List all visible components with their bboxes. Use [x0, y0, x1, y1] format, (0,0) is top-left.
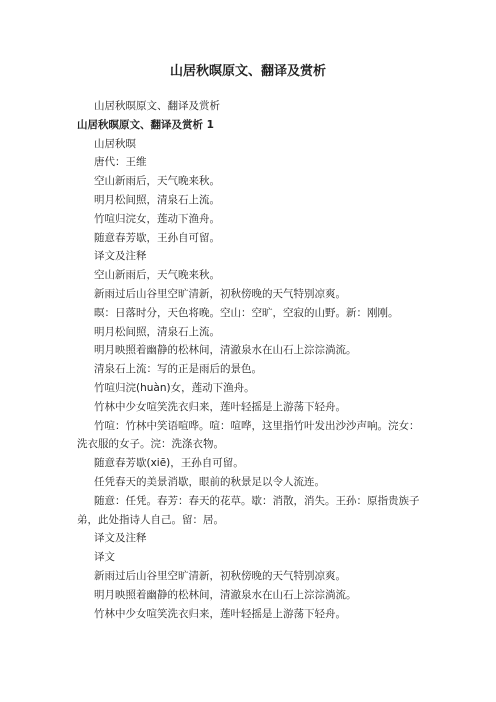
text-line: 任凭春天的美景消歇，眼前的秋景足以令人流连。: [94, 475, 325, 488]
text-line: 译文及注释: [94, 250, 147, 263]
document-body: [77, 97, 422, 623]
section-heading: 山居秋暝原文、翻译及赏析 1: [77, 118, 214, 131]
text-line: 清泉石上流：写的正是雨后的景色。: [94, 363, 262, 376]
document-title: 山居秋暝原文、翻译及赏析: [169, 64, 326, 79]
text-line: 译文: [94, 551, 115, 564]
text-line: 明月映照着幽静的松林间，清澈泉水在山石上淙淙淌流。: [94, 344, 357, 357]
text-line: 山居秋暝原文、翻译及赏析: [94, 100, 220, 112]
text-line: 随意：任凭。春芳：春天的花草。歇：消散，消失。王孙：原指贵族子弟，此处指诗人自己。留：居。: [77, 494, 420, 526]
text-line: 竹喧归浣女，莲动下渔舟。: [94, 212, 220, 225]
text-line: 明月映照着幽静的松林间，清澈泉水在山石上淙淙淌流。: [94, 588, 357, 601]
text-line: 唐代：王维: [94, 156, 147, 169]
text-line: 竹喧：竹林中笑语喧哗。喧：喧哗，这里指竹叶发出沙沙声响。浣女：洗衣服的女子。浣：洗涤衣物。: [77, 419, 420, 451]
text-line: 空山新雨后，天气晚来秋。: [94, 175, 220, 188]
text-line: 随意春芳歇，王孙自可留。: [94, 231, 220, 244]
text-line: 明月松间照，清泉石上流。: [94, 193, 220, 206]
text-line: 竹林中少女喧笑洗衣归来，莲叶轻摇是上游荡下轻舟。: [94, 400, 346, 413]
text-line: 明月松间照，清泉石上流。: [94, 325, 220, 338]
text-line: 新雨过后山谷里空旷清新，初秋傍晚的天气特别凉爽。: [94, 287, 346, 300]
text-line: 译文及注释: [94, 532, 147, 545]
text-line: 竹喧归浣(huàn)女，莲动下渔舟。: [94, 381, 255, 394]
text-line: 空山新雨后，天气晚来秋。: [94, 269, 220, 282]
text-line: 新雨过后山谷里空旷清新，初秋傍晚的天气特别凉爽。: [94, 569, 346, 582]
text-line: 暝：日落时分，天色将晚。空山：空旷，空寂的山野。新：刚刚。: [94, 306, 399, 319]
text-line: 竹林中少女喧笑洗衣归来，莲叶轻摇是上游荡下轻舟。: [94, 607, 346, 620]
text-line: 随意春芳歇(xiē)，王孙自可留。: [94, 457, 244, 470]
text-line: 山居秋暝: [94, 137, 136, 150]
